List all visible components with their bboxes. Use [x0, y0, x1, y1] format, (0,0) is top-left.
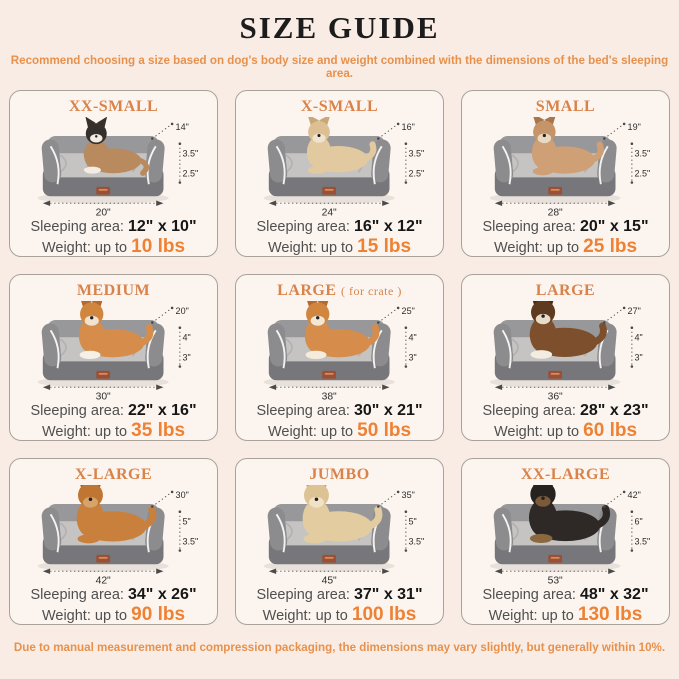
weight-line [236, 236, 443, 257]
dim-width-label: 53" [547, 575, 563, 585]
bed-illustration [244, 301, 435, 401]
dim-base-label: 3.5" [182, 536, 199, 547]
sleeping-area-line [462, 402, 669, 420]
dim-width-label: 20" [95, 207, 111, 217]
size-card-title [10, 97, 217, 117]
sleeping-area-value: 20" x 15" [579, 218, 649, 235]
dim-width-label: 24" [321, 207, 337, 217]
dim-base-label: 3" [634, 352, 643, 363]
size-name: SMALL [535, 98, 596, 115]
dim-length-label: 20" [175, 305, 189, 316]
weight-value: 60 lbs [583, 420, 638, 441]
weight-label: Weight: up to [262, 608, 348, 624]
size-card-title [462, 97, 669, 117]
dim-bolster-label: 3.5" [634, 148, 651, 159]
weight-value: 90 lbs [131, 604, 186, 625]
weight-label: Weight: up to [488, 608, 574, 624]
sleeping-area-value: 12" x 10" [127, 218, 197, 235]
footer-note: Due to manual measurement and compression packaging, the dimensions may vary slightly, but generally within 10%. [13, 641, 666, 654]
bed-illustration [18, 117, 209, 217]
weight-line [10, 420, 217, 441]
weight-label: Weight: up to [267, 424, 354, 440]
dim-bolster-label: 4" [408, 332, 417, 343]
size-card-title [236, 281, 443, 301]
dim-length-label: 27" [627, 305, 641, 316]
sleeping-area-line [236, 402, 443, 420]
size-name: X-SMALL [300, 98, 379, 115]
dim-length-label: 14" [175, 121, 189, 132]
weight-line [236, 604, 443, 625]
size-card-x-small [235, 90, 444, 257]
weight-value: 35 lbs [131, 420, 186, 441]
dim-bolster-label: 3.5" [182, 148, 199, 159]
sleeping-area-label: Sleeping area: [256, 219, 350, 235]
size-name: XX-LARGE [520, 466, 611, 483]
weight-value: 10 lbs [131, 236, 186, 257]
sleeping-area-line [236, 586, 443, 604]
dim-base-label: 2.5" [408, 168, 425, 179]
dim-bolster-label: 5" [408, 516, 417, 527]
dim-length-label: 25" [401, 305, 415, 316]
weight-label: Weight: up to [41, 424, 128, 440]
weight-label: Weight: up to [493, 424, 580, 440]
dim-bolster-label: 3.5" [408, 148, 425, 159]
size-card-jumbo [235, 458, 444, 625]
weight-line [10, 604, 217, 625]
dim-width-label: 38" [321, 391, 337, 401]
bed-illustration [18, 485, 209, 585]
size-card-medium [9, 274, 218, 441]
weight-label: Weight: up to [267, 240, 354, 256]
sleeping-area-label: Sleeping area: [30, 587, 124, 603]
sleeping-area-value: 28" x 23" [579, 402, 649, 419]
size-card-large [461, 274, 670, 441]
dim-base-label: 3.5" [408, 536, 425, 547]
weight-value: 100 lbs [351, 604, 417, 625]
dim-bolster-label: 4" [634, 332, 643, 343]
dim-bolster-label: 6" [634, 516, 643, 527]
page-title: SIZE GUIDE [239, 10, 440, 45]
bed-illustration [244, 117, 435, 217]
dim-bolster-label: 4" [182, 332, 191, 343]
sleeping-area-label: Sleeping area: [30, 219, 124, 235]
size-name-suffix: ( for crate ) [341, 284, 402, 298]
sleeping-area-label: Sleeping area: [482, 403, 576, 419]
sleeping-area-value: 30" x 21" [353, 402, 423, 419]
size-name: MEDIUM [76, 282, 151, 299]
bed-illustration [470, 117, 661, 217]
dim-length-label: 42" [627, 489, 641, 500]
sleeping-area-line [10, 218, 217, 236]
size-name: JUMBO [309, 466, 370, 483]
weight-value: 25 lbs [583, 236, 638, 257]
size-card-x-large [9, 458, 218, 625]
sleeping-area-value: 48" x 32" [579, 586, 649, 603]
dim-length-label: 16" [401, 121, 415, 132]
bed-illustration [244, 485, 435, 585]
dim-base-label: 2.5" [182, 168, 199, 179]
dim-width-label: 45" [321, 575, 337, 585]
size-name: LARGE [535, 282, 596, 299]
size-card-xx-large [461, 458, 670, 625]
bed-illustration [18, 301, 209, 401]
sleeping-area-value: 22" x 16" [127, 402, 197, 419]
size-card-title [236, 97, 443, 117]
sleeping-area-line [236, 218, 443, 236]
weight-line [10, 236, 217, 257]
weight-line [462, 604, 669, 625]
bed-illustration [470, 301, 661, 401]
dim-base-label: 3" [408, 352, 417, 363]
bed-illustration [470, 485, 661, 585]
size-card-small [461, 90, 670, 257]
sleeping-area-label: Sleeping area: [256, 587, 350, 603]
size-card-xx-small [9, 90, 218, 257]
weight-line [462, 420, 669, 441]
dim-length-label: 35" [401, 489, 415, 500]
sleeping-area-line [10, 586, 217, 604]
sleeping-area-label: Sleeping area: [482, 219, 576, 235]
sleeping-area-line [462, 218, 669, 236]
sleeping-area-label: Sleeping area: [30, 403, 124, 419]
sleeping-area-label: Sleeping area: [256, 403, 350, 419]
size-name: XX-SMALL [68, 98, 159, 115]
size-card-title [10, 281, 217, 301]
weight-value: 50 lbs [357, 420, 412, 441]
size-grid [0, 90, 679, 625]
header [0, 0, 679, 80]
weight-label: Weight: up to [493, 240, 580, 256]
dim-length-label: 19" [627, 121, 641, 132]
dim-width-label: 28" [547, 207, 563, 217]
sleeping-area-line [462, 586, 669, 604]
weight-line [236, 420, 443, 441]
sleeping-area-label: Sleeping area: [482, 587, 576, 603]
sleeping-area-value: 37" x 31" [353, 586, 423, 603]
size-card-title [462, 465, 669, 485]
size-card-title [462, 281, 669, 301]
size-name: X-LARGE [74, 466, 153, 483]
size-name: LARGE [277, 282, 337, 299]
dim-length-label: 30" [175, 489, 189, 500]
dim-width-label: 30" [95, 391, 111, 401]
weight-label: Weight: up to [41, 240, 128, 256]
size-card-title [236, 465, 443, 485]
dim-base-label: 2.5" [634, 168, 651, 179]
sleeping-area-value: 16" x 12" [353, 218, 423, 235]
weight-value: 130 lbs [577, 604, 643, 625]
size-card-large-crate [235, 274, 444, 441]
dim-width-label: 42" [95, 575, 111, 585]
dim-base-label: 3" [182, 352, 191, 363]
page-subtitle: Recommend choosing a size based on dog's body size and weight combined with the dimensions of the bed's sleeping area. [10, 54, 669, 80]
size-card-title [10, 465, 217, 485]
dim-width-label: 36" [547, 391, 563, 401]
sleeping-area-line [10, 402, 217, 420]
dim-bolster-label: 5" [182, 516, 191, 527]
weight-label: Weight: up to [41, 608, 128, 624]
weight-line [462, 236, 669, 257]
dim-base-label: 3.5" [634, 536, 651, 547]
weight-value: 15 lbs [357, 236, 412, 257]
sleeping-area-value: 34" x 26" [127, 586, 197, 603]
